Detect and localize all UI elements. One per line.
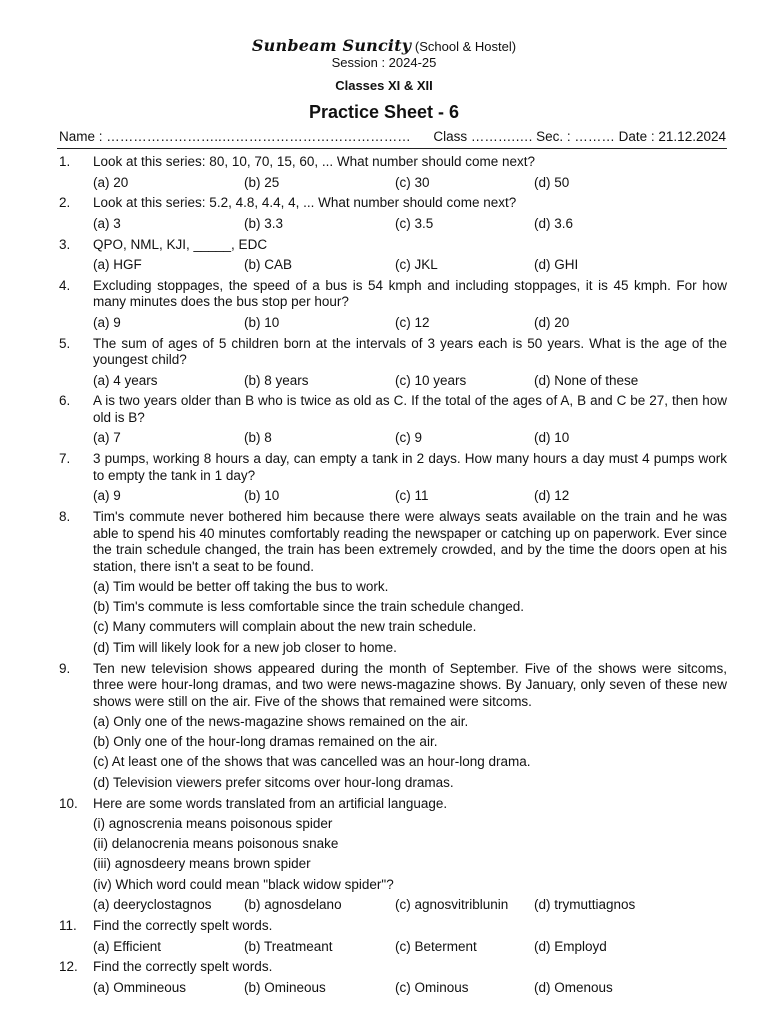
question-text: QPO, NML, KJI, _____, EDC xyxy=(93,236,268,252)
question-3 xyxy=(0,237,768,274)
answer-statement: (iii) agnosdeery means brown spider xyxy=(93,856,311,872)
question-number: 2. xyxy=(59,195,71,211)
question-list xyxy=(0,154,768,996)
option-a: (a) 7 xyxy=(93,430,121,446)
answer-statement: (ii) delanocrenia means poisonous snake xyxy=(93,836,339,852)
answer-statement: (c) At least one of the shows that was cancelled was an hour-long drama. xyxy=(93,754,531,770)
question-4 xyxy=(0,278,768,332)
question-text: Find the correctly spelt words. xyxy=(93,959,273,975)
question-number: 5. xyxy=(59,335,71,351)
question-number: 7. xyxy=(59,451,71,467)
option-b: (b) 8 xyxy=(244,430,272,446)
option-b: (b) 3.3 xyxy=(244,215,284,231)
school-type: (School & Hostel) xyxy=(414,39,517,54)
school-header xyxy=(0,37,768,56)
option-d: (d) 12 xyxy=(534,488,570,504)
question-text: Ten new television shows appeared during the month of September. Five of the shows were sitcoms, three were hour-long dramas, and two were news-magazine shows. By January, only seven of these new shows were still on the air. Five of the shows that remained were sitcoms. xyxy=(93,660,727,709)
option-c: (c) JKL xyxy=(395,257,438,273)
answer-statement: (d) Television viewers prefer sitcoms over hour-long dramas. xyxy=(93,774,454,790)
options-row xyxy=(93,897,768,914)
question-number: 12. xyxy=(59,959,78,975)
options-row xyxy=(93,939,768,956)
answer-statement: (iv) Which word could mean "black widow spider"? xyxy=(93,876,394,892)
option-c: (c) 9 xyxy=(395,430,422,446)
options-row xyxy=(93,216,768,233)
option-d: (d) Omenous xyxy=(534,979,613,995)
question-number: 9. xyxy=(59,660,71,676)
student-info-line xyxy=(59,129,726,145)
question-number: 4. xyxy=(59,277,71,293)
question-text: Here are some words translated from an artificial language. xyxy=(93,795,448,811)
answer-statement: (b) Tim's commute is less comfortable since the train schedule changed. xyxy=(93,599,525,615)
option-a: (a) Efficient xyxy=(93,938,162,954)
option-d: (d) 10 xyxy=(534,430,570,446)
options-row xyxy=(93,430,768,447)
class-section-date: Class ……….…. Sec. : ……… Date : 21.12.2024 xyxy=(433,129,726,144)
option-a: (a) 4 years xyxy=(93,372,158,388)
option-d: (d) GHI xyxy=(534,257,579,273)
sheet-title: Practice Sheet - 6 xyxy=(308,102,460,122)
question-number: 10. xyxy=(59,795,78,811)
option-c: (c) 11 xyxy=(395,488,429,504)
option-b: (b) agnosdelano xyxy=(244,897,342,913)
question-text: Excluding stoppages, the speed of a bus is 54 kmph and including stoppages, it is 45 kmph. For how many minutes does the bus stop per hour? xyxy=(93,277,727,310)
option-a: (a) deeryclostagnos xyxy=(93,897,212,913)
options-row xyxy=(93,257,768,274)
option-a: (a) 9 xyxy=(93,314,121,330)
answer-statement: (a) Only one of the news-magazine shows remained on the air. xyxy=(93,713,469,729)
option-a: (a) 9 xyxy=(93,488,121,504)
answer-statement: (a) Tim would be better off taking the bus to work. xyxy=(93,578,389,594)
option-d: (d) 3.6 xyxy=(534,215,574,231)
question-9 xyxy=(0,661,768,792)
option-a: (a) 3 xyxy=(93,215,121,231)
question-number: 11. xyxy=(59,918,77,934)
question-5 xyxy=(0,336,768,390)
option-c: (c) 10 years xyxy=(395,372,467,388)
question-number: 8. xyxy=(59,509,71,525)
question-text: Look at this series: 5.2, 4.8, 4.4, 4, ... What number should come next? xyxy=(93,195,517,211)
question-text: Look at this series: 80, 10, 70, 15, 60, ... What number should come next? xyxy=(93,154,535,169)
option-c: (c) Beterment xyxy=(395,938,477,954)
option-d: (d) None of these xyxy=(534,372,639,388)
option-b: (b) CAB xyxy=(244,257,293,273)
question-text: Tim's commute never bothered him because there were always seats available on the train and he was able to spend his 40 minutes comfortably reading the newspaper or catching up on paperwork. Ever since the train schedule changed, the train has been extremely crowded, and by the time the doors open at his station, there isn't a seat to be found. xyxy=(93,509,727,574)
option-b: (b) 10 xyxy=(244,314,280,330)
classes-label: Classes XI & XII xyxy=(335,78,433,93)
answer-statement: (d) Tim will likely look for a new job closer to home. xyxy=(93,639,397,655)
options-row xyxy=(93,980,768,997)
option-b: (b) 10 xyxy=(244,488,280,504)
question-6 xyxy=(0,393,768,447)
answer-statement: (i) agnoscrenia means poisonous spider xyxy=(93,815,333,831)
header-divider xyxy=(57,148,727,149)
question-11 xyxy=(0,918,768,955)
option-b: (b) 25 xyxy=(244,174,280,190)
option-b: (b) Omineous xyxy=(244,979,326,995)
option-a: (a) HGF xyxy=(93,257,142,273)
question-text: Find the correctly spelt words. xyxy=(93,918,273,934)
question-7 xyxy=(0,451,768,505)
school-name: Sunbeam Suncity xyxy=(251,36,412,55)
question-text: 3 pumps, working 8 hours a day, can empty a tank in 2 days. How many hours a day must 4 pumps work to empty the tank in 1 day? xyxy=(93,451,727,483)
question-number: 6. xyxy=(59,393,71,409)
question-number: 1. xyxy=(59,154,71,169)
name-field: Name : ……………………..…………………………………… xyxy=(59,129,411,144)
question-12 xyxy=(0,959,768,996)
options-row xyxy=(93,315,768,332)
option-b: (b) Treatmeant xyxy=(244,938,333,954)
options-row xyxy=(93,488,768,505)
question-number: 3. xyxy=(59,236,71,252)
option-c: (c) 30 xyxy=(395,174,430,190)
option-c: (c) 12 xyxy=(395,314,430,330)
option-d: (d) 50 xyxy=(534,174,570,190)
option-b: (b) 8 years xyxy=(244,372,309,388)
option-c: (c) 3.5 xyxy=(395,215,434,231)
option-d: (d) Employd xyxy=(534,938,607,954)
question-8 xyxy=(0,509,768,656)
question-10 xyxy=(0,796,768,914)
option-a: (a) Ommineous xyxy=(93,979,187,995)
option-d: (d) trymuttiagnos xyxy=(534,897,636,913)
option-d: (d) 20 xyxy=(534,314,570,330)
options-row xyxy=(93,175,768,192)
session-label: Session : 2024-25 xyxy=(331,55,437,70)
options-row xyxy=(93,373,768,390)
option-c: (c) agnosvitriblunin xyxy=(395,897,509,913)
option-c: (c) Ominous xyxy=(395,979,469,995)
question-text: The sum of ages of 5 children born at the intervals of 3 years each is 50 years. What is the age of the youngest child? xyxy=(93,335,727,368)
question-1 xyxy=(0,154,768,191)
question-text: A is two years older than B who is twice as old as C. If the total of the ages of A, B and C be 27, then how old is B? xyxy=(93,393,727,425)
answer-statement: (b) Only one of the hour-long dramas remained on the air. xyxy=(93,734,438,750)
option-a: (a) 20 xyxy=(93,174,129,190)
question-2 xyxy=(0,195,768,232)
answer-statement: (c) Many commuters will complain about the new train schedule. xyxy=(93,619,477,635)
